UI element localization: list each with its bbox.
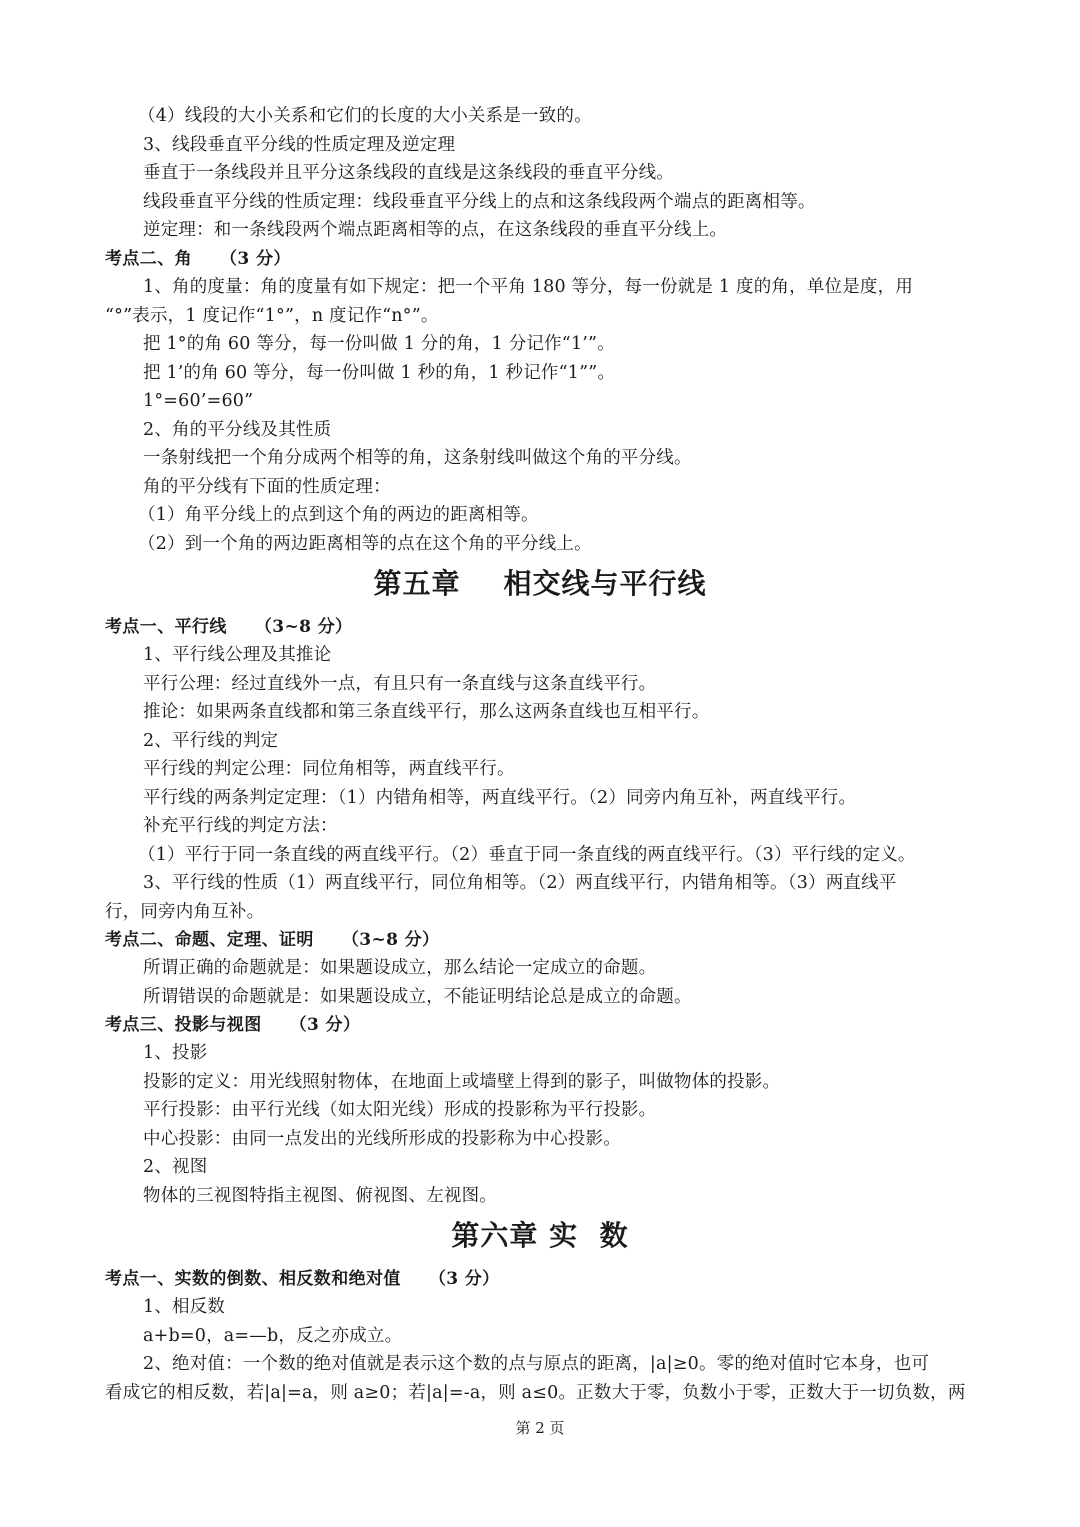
text-line: 逆定理：和一条线段两个端点距离相等的点，在这条线段的垂直平分线上。 xyxy=(143,220,728,240)
text-line: 把 1°的角 60 等分，每一份叫做 1 分的角，1 分记作“1’”。 xyxy=(143,334,615,354)
subsection-title: 1、相反数 xyxy=(143,1297,226,1317)
subsection-title: 2、平行线的判定 xyxy=(143,731,279,751)
chapter-title: 第六章 实 数 xyxy=(451,1219,629,1252)
heading-title: 考点三、投影与视图 xyxy=(105,1015,262,1035)
heading-score: （3~8 分） xyxy=(341,930,440,950)
heading-title: 考点二、角 xyxy=(105,249,192,269)
text-line: 线段垂直平分线的性质定理：线段垂直平分线上的点和这条线段两个端点的距离相等。 xyxy=(143,192,816,212)
subsection-title: 3、线段垂直平分线的性质定理及逆定理 xyxy=(143,135,456,155)
text-line: 平行公理：经过直线外一点，有且只有一条直线与这条直线平行。 xyxy=(143,674,657,694)
text-line: 垂直于一条线段并且平分这条线段的直线是这条线段的垂直平分线。 xyxy=(143,163,674,183)
text-line: （1）角平分线上的点到这个角的两边的距离相等。 xyxy=(138,505,539,525)
text-line: （4）线段的大小关系和它们的长度的大小关系是一致的。 xyxy=(138,106,592,126)
text-line: 所谓错误的命题就是：如果题设成立，不能证明结论总是成立的命题。 xyxy=(143,987,692,1007)
heading-score: （3~8 分） xyxy=(254,617,353,637)
text-line: 角的平分线有下面的性质定理： xyxy=(143,477,391,497)
heading-title: 考点二、命题、定理、证明 xyxy=(105,930,314,950)
section-heading-parallel xyxy=(105,615,352,639)
text-line: a+b=0，a=—b，反之亦成立。 xyxy=(143,1326,403,1346)
text-line: 一条射线把一个角分成两个相等的角，这条射线叫做这个角的平分线。 xyxy=(143,448,692,468)
subsection-title: 3、平行线的性质（1）两直线平行，同位角相等。（2）两直线平行，内错角相等。（3）两直线平 xyxy=(143,873,897,893)
text-line: （2）到一个角的两边距离相等的点在这个角的平分线上。 xyxy=(138,534,592,554)
text-line: 中心投影：由同一点发出的光线所形成的投影称为中心投影。 xyxy=(143,1129,621,1149)
heading-score: （3 分） xyxy=(289,1015,361,1035)
subsection-title: 2、视图 xyxy=(143,1157,208,1177)
heading-title: 考点一、平行线 xyxy=(105,617,227,637)
text-line: 物体的三视图特指主视图、俯视图、左视图。 xyxy=(143,1186,497,1206)
section-heading-proposition xyxy=(105,928,439,952)
text-line: 2、绝对值：一个数的绝对值就是表示这个数的点与原点的距离，|a|≥0。零的绝对值时它本身，也可 xyxy=(143,1354,930,1374)
text-line: “°”表示，1 度记作“1°”，n 度记作“n°”。 xyxy=(105,306,439,326)
text-line: 看成它的相反数，若|a|=a，则 a≥0；若|a|=-a，则 a≤0。正数大于零，负数小于零，正数大于一切负数，两 xyxy=(105,1383,966,1403)
text-line: 平行投影：由平行光线（如太阳光线）形成的投影称为平行投影。 xyxy=(143,1100,657,1120)
text-line: 平行线的两条判定定理：（1）内错角相等，两直线平行。（2）同旁内角互补，两直线平行。 xyxy=(143,788,857,808)
subsection-title: 2、角的平分线及其性质 xyxy=(143,420,332,440)
text-line: 把 1’的角 60 等分，每一份叫做 1 秒的角，1 秒记作“1””。 xyxy=(143,363,616,383)
text-line: 补充平行线的判定方法： xyxy=(143,816,338,836)
subsection-title: 1、平行线公理及其推论 xyxy=(143,645,332,665)
text-line: （1）平行于同一条直线的两直线平行。（2）垂直于同一条直线的两直线平行。（3）平行线的定义。 xyxy=(138,845,916,865)
page-number: 第 2 页 xyxy=(515,1419,565,1437)
chapter-title: 第五章 相交线与平行线 xyxy=(373,567,707,600)
text-line: 行，同旁内角互补。 xyxy=(105,902,265,922)
text-line: 1、角的度量：角的度量有如下规定：把一个平角 180 等分，每一份就是 1 度的角，单位是度，用 xyxy=(143,277,914,297)
text-line: 1°=60’=60” xyxy=(143,391,254,411)
section-heading-projection xyxy=(105,1013,360,1037)
text-line: 推论：如果两条直线都和第三条直线平行，那么这两条直线也互相平行。 xyxy=(143,702,710,722)
heading-score: （3 分） xyxy=(428,1269,500,1289)
text-line: 所谓正确的命题就是：如果题设成立，那么结论一定成立的命题。 xyxy=(143,958,657,978)
subsection-title: 1、投影 xyxy=(143,1043,208,1063)
heading-title: 考点一、实数的倒数、相反数和绝对值 xyxy=(105,1269,401,1289)
section-heading-angle xyxy=(105,247,291,271)
section-heading-real-numbers xyxy=(105,1267,500,1291)
text-line: 平行线的判定公理：同位角相等，两直线平行。 xyxy=(143,759,515,779)
text-line: 投影的定义：用光线照射物体，在地面上或墙壁上得到的影子，叫做物体的投影。 xyxy=(143,1072,781,1092)
heading-score: （3 分） xyxy=(220,249,291,269)
